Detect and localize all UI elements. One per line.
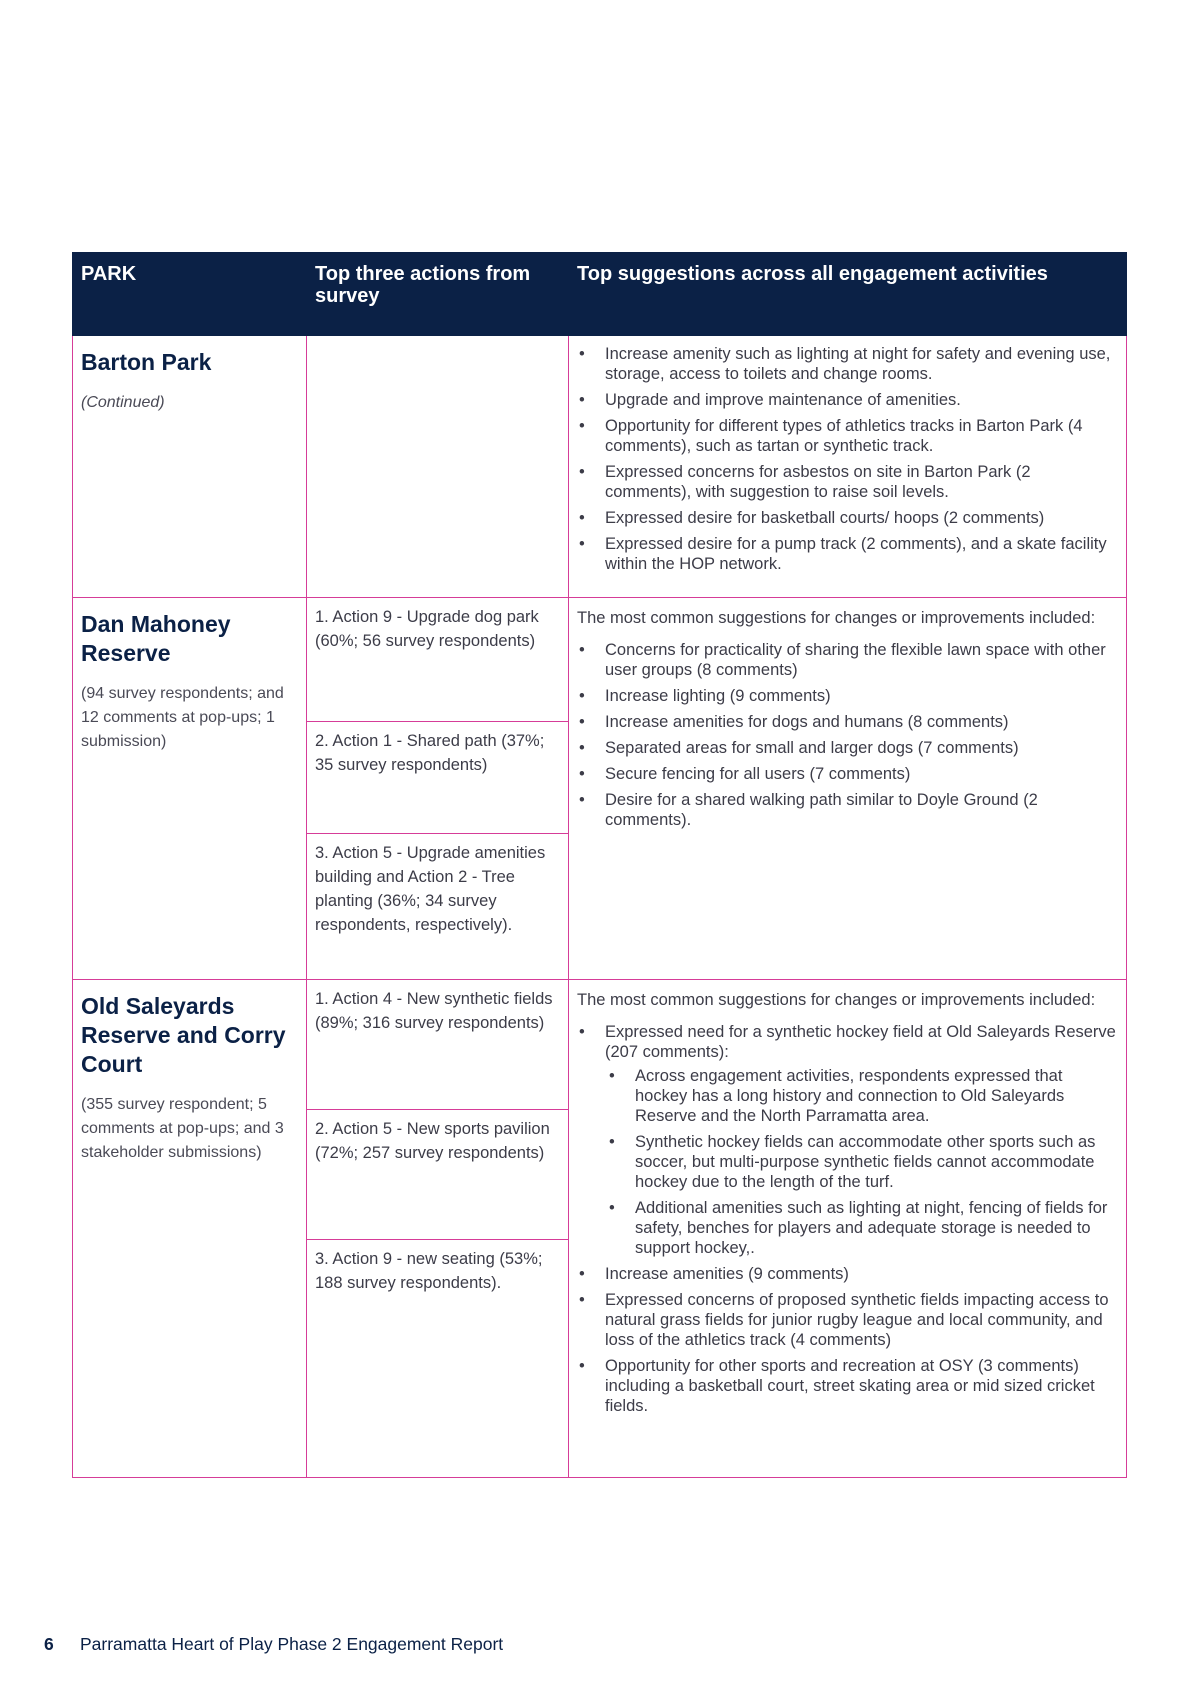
sub-list-item: • Additional amenities such as lighting at night, fencing of fields for safety, benches for players and adequate storage is needed to support hockey,. bbox=[605, 1198, 1116, 1258]
list-item: • Secure fencing for all users (7 comments) bbox=[577, 764, 1116, 784]
list-item: • Upgrade and improve maintenance of amenities. bbox=[577, 390, 1116, 410]
park-cell bbox=[73, 598, 307, 980]
action-item: 2. Action 1 - Shared path (37%; 35 survey respondents) bbox=[307, 722, 568, 834]
action-item: 1. Action 9 - Upgrade dog park (60%; 56 survey respondents) bbox=[307, 598, 568, 722]
header-park: PARK bbox=[73, 253, 307, 336]
list-item: • Expressed desire for a pump track (2 comments), and a skate facility within the HOP network. bbox=[577, 534, 1116, 574]
list-item: • Increase amenity such as lighting at night for safety and evening use, storage, access to toilets and change rooms. bbox=[577, 344, 1116, 384]
table-row bbox=[73, 980, 1127, 1478]
list-item: • Increase lighting (9 comments) bbox=[577, 686, 1116, 706]
suggestions-cell bbox=[569, 598, 1127, 980]
suggestion-list bbox=[577, 1022, 1116, 1416]
action-item: 2. Action 5 - New sports pavilion (72%; 257 survey respondents) bbox=[307, 1110, 568, 1240]
suggestion-list bbox=[577, 640, 1116, 830]
park-cell bbox=[73, 980, 307, 1478]
page-number: 6 bbox=[44, 1634, 54, 1654]
list-item: • Increase amenities for dogs and humans (8 comments) bbox=[577, 712, 1116, 732]
suggestions-intro: The most common suggestions for changes or improvements included: bbox=[577, 991, 1096, 1009]
header-actions: Top three actions from survey bbox=[307, 253, 569, 336]
table-row bbox=[73, 598, 1127, 980]
action-item: 3. Action 5 - Upgrade amenities building and Action 2 - Tree planting (36%; 34 survey respondents, respectively). bbox=[315, 844, 546, 934]
action-item: 3. Action 9 - new seating (53%; 188 survey respondents). bbox=[315, 1250, 543, 1292]
table-row bbox=[73, 336, 1127, 598]
list-item: • Opportunity for other sports and recreation at OSY (3 comments) including a basketball court, street skating area or mid sized cricket fields. bbox=[577, 1356, 1116, 1416]
park-name: Dan Mahoney Reserve bbox=[81, 611, 231, 666]
list-item-text: Expressed need for a synthetic hockey field at Old Saleyards Reserve (207 comments): bbox=[605, 1023, 1116, 1061]
action-item: 1. Action 4 - New synthetic fields (89%; 316 survey respondents) bbox=[307, 980, 568, 1110]
sub-list-item: • Across engagement activities, respondents expressed that hockey has a long history and connection to Old Saleyards Reserve and the North Parramatta area. bbox=[605, 1066, 1116, 1126]
park-name: Barton Park bbox=[81, 349, 212, 375]
list-item: • Separated areas for small and larger dogs (7 comments) bbox=[577, 738, 1116, 758]
actions-cell bbox=[307, 980, 569, 1478]
sub-list-item: • Synthetic hockey fields can accommodate other sports such as soccer, but multi-purpose synthetic fields cannot accommodate hockey due to the length of the turf. bbox=[605, 1132, 1116, 1192]
list-item: • Expressed concerns of proposed synthetic fields impacting access to natural grass fields for junior rugby league and local community, and loss of the athletics track (4 comments) bbox=[577, 1290, 1116, 1350]
actions-cell bbox=[307, 598, 569, 980]
park-name: Old Saleyards Reserve and Corry Court bbox=[81, 993, 286, 1077]
page-footer bbox=[44, 1634, 503, 1655]
list-item: • Opportunity for different types of athletics tracks in Barton Park (4 comments), such as tartan or synthetic track. bbox=[577, 416, 1116, 456]
suggestions-cell bbox=[569, 980, 1127, 1478]
table-header-row bbox=[73, 253, 1127, 336]
suggestions-intro: The most common suggestions for changes or improvements included: bbox=[577, 609, 1096, 627]
suggestions-cell bbox=[569, 336, 1127, 598]
sub-list bbox=[605, 1066, 1116, 1258]
list-item: • Concerns for practicality of sharing the flexible lawn space with other user groups (8 comments) bbox=[577, 640, 1116, 680]
header-suggestions: Top suggestions across all engagement activities bbox=[569, 253, 1127, 336]
suggestion-list bbox=[577, 344, 1116, 574]
park-note: (Continued) bbox=[81, 394, 165, 411]
park-cell bbox=[73, 336, 307, 598]
list-item bbox=[577, 1022, 1116, 1258]
list-item: • Expressed desire for basketball courts/ hoops (2 comments) bbox=[577, 508, 1116, 528]
report-title: Parramatta Heart of Play Phase 2 Engagement Report bbox=[80, 1634, 504, 1654]
engagement-table bbox=[72, 252, 1127, 1478]
park-note: (355 survey respondent; 5 comments at pop-ups; and 3 stakeholder submissions) bbox=[81, 1096, 284, 1161]
list-item: • Increase amenities (9 comments) bbox=[577, 1264, 1116, 1284]
actions-cell bbox=[307, 336, 569, 598]
list-item: • Desire for a shared walking path similar to Doyle Ground (2 comments). bbox=[577, 790, 1116, 830]
park-note: (94 survey respondents; and 12 comments at pop-ups; 1 submission) bbox=[81, 685, 284, 750]
list-item: • Expressed concerns for asbestos on site in Barton Park (2 comments), with suggestion to raise soil levels. bbox=[577, 462, 1116, 502]
